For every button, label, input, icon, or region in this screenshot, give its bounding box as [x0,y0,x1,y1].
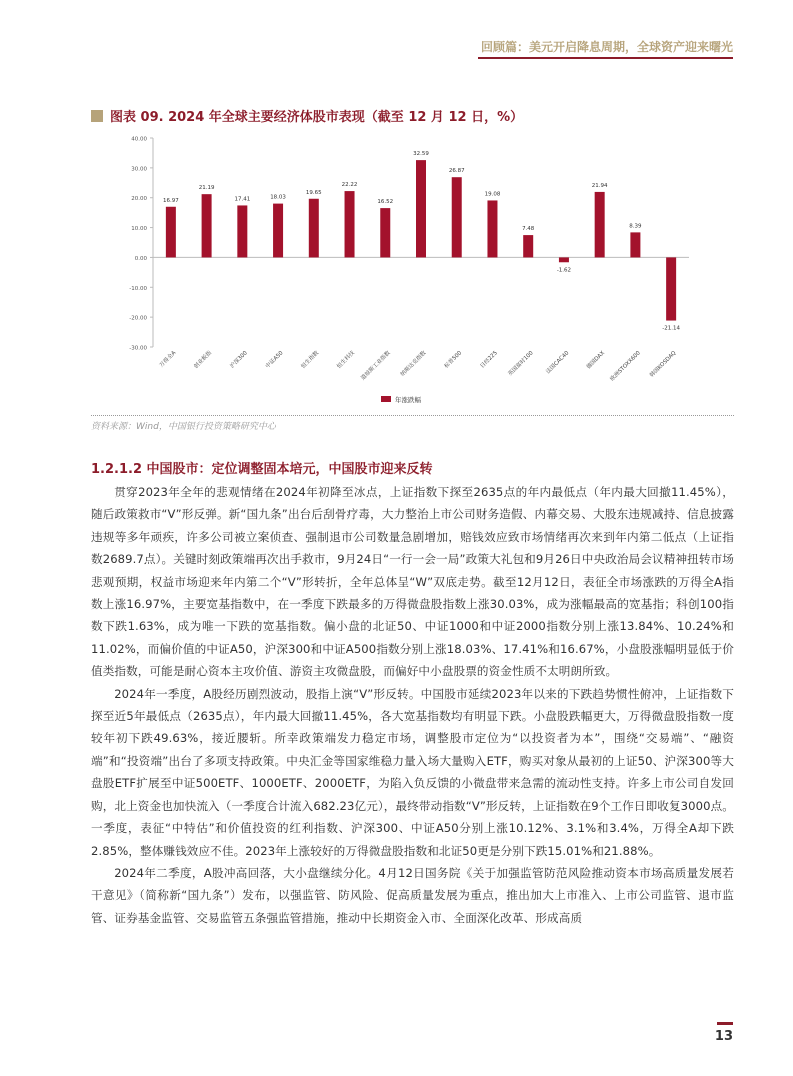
bar-value-label: 21.94 [591,182,608,189]
x-tick-label: 日经225 [479,350,499,370]
bar [166,207,176,258]
bar-value-label: -1.62 [556,267,572,274]
bar [202,194,212,257]
bar-value-label: 22.22 [341,182,358,189]
bar-value-label: -21.14 [662,325,681,332]
chart-axes [129,137,689,383]
x-tick-label: 英国富时100 [507,350,535,378]
bar-value-label: 17.41 [234,196,251,203]
bar-value-label: 32.59 [413,151,429,158]
chart-bars [163,151,681,331]
paragraph: 2024年一季度，A股经历剧烈波动，股指上演“V”形反转。中国股市延续2023年以来的下跌趋势惯性俯冲，上证指数下探至近5年最低点（2635点），年内最大回撤11.45%，各大宽基指数均有明显下跌。小盘股跌幅更大，万得微盘股指数一度较年初下跌49.63%，接近腰斩。所幸政策端发力稳定市场，调整股市定位为“以投资者为本”，围绕“交易端”、“融资端”和“投资端”出台了多项支持政策。中央汇金等国家维稳力量入场大量购入ETF，购买对象从最初的上证50、沪深300等大盘股ETF扩展至中证500ETF、1000ETF、2000ETF，为陷入负反馈的小微盘带来急需的流动性支持。许多上市公司自发回购，北上资金也加快流入（一季度合计流入682.23亿元），最终带动指数“V”形反转，上证指数在9个工作日即收复3000点。一季度，表征“中特估”和价值投资的红利指数、沪深300、中证A50分别上涨10.12%、3.1%和3.4%，万得全A却下跌2.85%，整体赚钱效应不佳。2023年上涨较好的万得微盘股指数和北证50更是分别下跌15.01%和21.88%。 [91,686,734,858]
bar-value-label: 7.48 [522,226,535,233]
y-tick-label: -30.00 [129,345,147,352]
figure-title-row [91,106,523,125]
bar [345,191,355,257]
x-tick-label: 创业板指 [193,350,214,370]
y-tick-label: 30.00 [131,166,147,173]
header-rule [478,57,733,59]
bar [273,204,283,258]
x-tick-label: 中证A50 [264,350,285,370]
bar-value-label: 16.97 [162,197,179,204]
separator [91,415,734,416]
title-marker [91,110,103,122]
body-text [91,481,734,929]
figure-source: 资料来源：Wind，中国银行投资策略研究中心 [91,422,276,432]
bar [523,235,533,257]
x-tick-label: 沪深300 [229,350,249,370]
x-tick-label: 韩国KOSDAQ [649,350,678,379]
y-tick-label: -10.00 [129,285,147,292]
bar-value-label: 8.39 [629,223,642,230]
chart-legend [381,395,422,404]
legend-swatch [381,396,391,402]
y-tick-label: 20.00 [131,196,147,203]
bar [595,192,605,258]
bar-value-label: 16.52 [377,199,394,206]
section-title: 1.2.1.2 中国股市：定位调整固本培元，中国股市迎来反转 [91,462,433,477]
bar-value-label: 19.08 [484,191,501,198]
bar [237,205,247,257]
x-tick-label: 标普500 [443,350,464,370]
x-tick-label: 德国DAX [585,350,607,371]
bar-value-label: 26.87 [448,168,465,175]
header-title: 回顾篇：美元开启降息周期，全球资产迎来曙光 [480,40,733,54]
bar-chart [91,132,701,410]
x-tick-label: 恒生科技 [336,350,356,370]
x-tick-label: 道琼斯工业指数 [360,350,392,382]
paragraph: 贯穿2023年全年的悲观情绪在2024年初降至冰点，上证指数下探至2635点的年内最低点（年内最大回撤11.45%），随后政策救市“V”形反弹。新“国九条”出台后刮骨疗毒，大力整治上市公司财务造假、内幕交易、大股东违规减持、信息披露违规等多年顽疾，许多公司被立案侦查、强制退市公司数量急剧增加，赔钱效应致市场情绪再次来到年内第二低点（上证指数2689.7点）。关键时刻政策端再次出手救市，9月24日“一行一会一局”政策大礼包和9月26日中央政治局会议精神扭转市场悲观预期，权益市场迎来年内第二个“V”形转折，全年总体呈“W”双底走势。截至12月12日，表征全市场涨跌的万得全A指数上涨16.97%，主要宽基指数中，在一季度下跌最多的万得微盘股指数上涨30.03%，成为涨幅最高的宽基指；科创100指数下跌1.63%，成为唯一下跌的宽基指数。偏小盘的北证50、中证1000和中证2000指数分别上涨13.84%、10.24%和11.02%，而偏价值的中证A50，沪深300和中证A500指数分别上涨18.03%、17.41%和16.67%，小盘股涨幅明显低于价值类指数，可能是耐心资本主攻价值、游资主攻微盘股，而偏好中小盘股票的资金性质不太明朗所致。 [91,485,734,679]
y-tick-label: 40.00 [131,136,147,143]
page-number-bar [717,1022,733,1025]
bar [666,257,676,320]
y-tick-label: -20.00 [129,315,147,322]
bar [487,200,497,257]
bar-value-label: 19.65 [305,189,322,196]
page-number: 13 [714,1029,733,1044]
bar [559,257,569,262]
bar-value-label: 18.03 [270,194,286,201]
y-tick-label: 0.00 [134,255,147,262]
bar-value-label: 21.19 [198,185,215,192]
bar [380,208,390,257]
x-tick-label: 万得全A [158,350,178,369]
x-tick-label: 法国CAC40 [545,350,571,376]
figure-title: 图表 09. 2024 年全球主要经济体股市表现（截至 12 月 12 日，%） [110,110,524,125]
bar [452,177,462,257]
x-tick-label: 纳斯达克指数 [399,350,428,378]
x-tick-label: 欧洲STOXX600 [609,350,642,383]
bar [309,199,319,258]
bar [630,232,640,257]
legend-label: 年涨跌幅 [395,396,421,404]
bar [416,160,426,257]
x-tick-label: 恒生指数 [300,350,321,370]
y-tick-label: 10.00 [131,226,147,233]
paragraph: 2024年二季度，A股冲高回落，大小盘继续分化。4月12日国务院《关于加强监管防范风险推动资本市场高质量发展若干意见》（简称新“国九条”）发布，以强监管、防风险、促高质量发展为重点，推出加大上市准入、上市公司监管、退市监管、证券基金监管、交易监管五条强监管措施，推动中长期资金入市、全面深化改革、形成高质 [91,865,734,925]
